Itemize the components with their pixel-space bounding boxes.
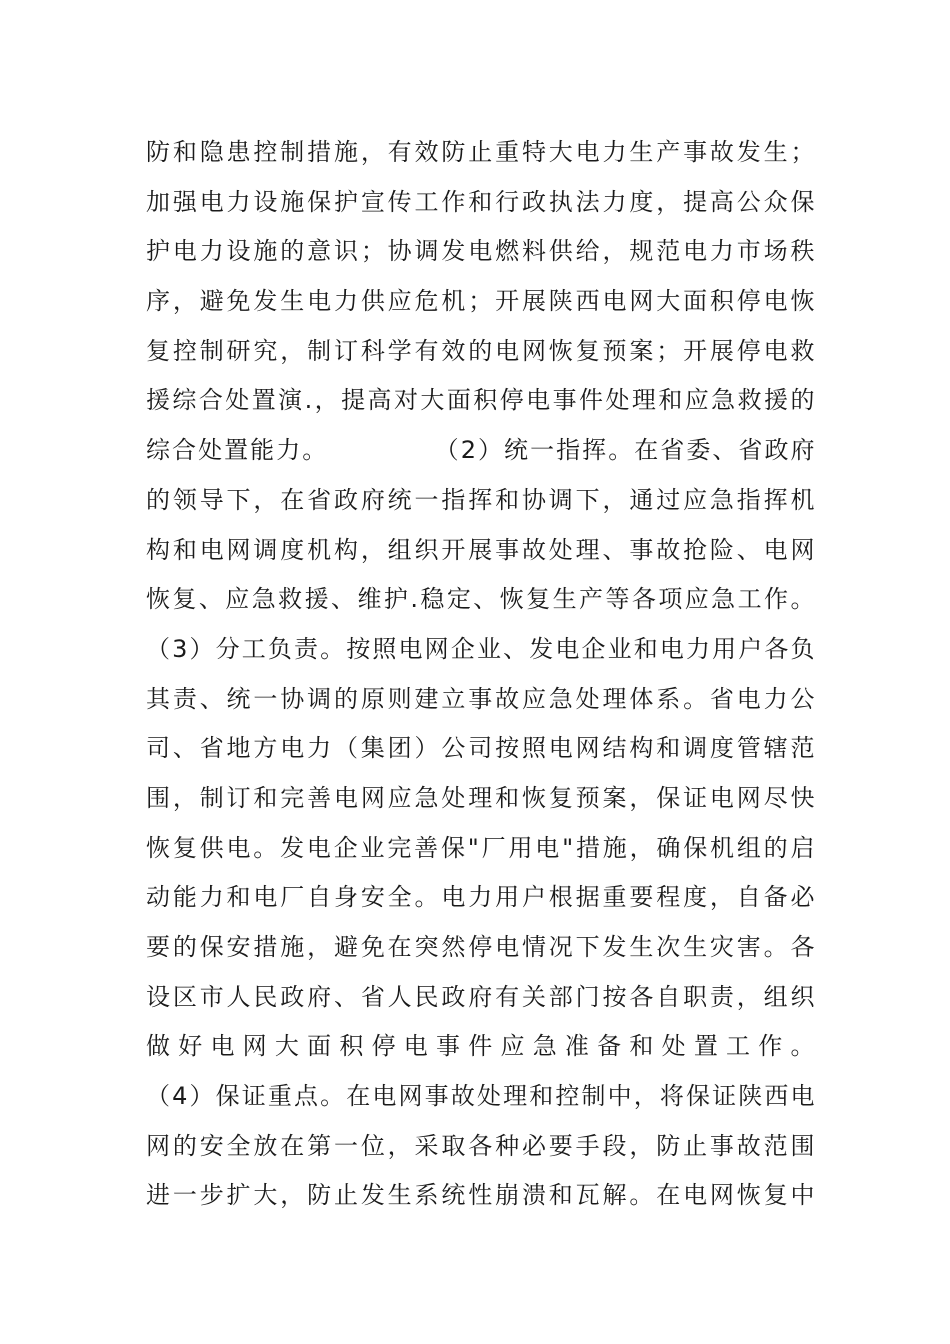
text-line: 动能力和电厂自身安全。电力用户根据重要程度，自备必 — [146, 883, 816, 912]
text-line: 进一步扩大，防止发生系统性崩溃和瓦解。在电网恢复中 — [146, 1181, 816, 1210]
text-line: 复控制研究，制订科学有效的电网恢复预案；开展停电救 — [146, 336, 816, 365]
text-line: 设区市人民政府、省人民政府有关部门按各自职责，组织 — [146, 982, 816, 1011]
text-line: 防和隐患控制措施，有效防止重特大电力生产事故发生； — [146, 138, 816, 166]
text-line: 序，避免发生电力供应危机；开展陕西电网大面积停电恢 — [146, 287, 816, 316]
text-line: 其责、统一协调的原则建立事故应急处理体系。省电力公 — [146, 684, 816, 713]
text-line: 综合处置能力。 （2）统一指挥。在省委、省政府 — [146, 436, 816, 465]
text-line: 护电力设施的意识；协调发电燃料供给，规范电力市场秩 — [146, 237, 816, 266]
text-line: 的领导下，在省政府统一指挥和协调下，通过应急指挥机 — [146, 485, 816, 514]
body-text — [146, 134, 816, 1227]
text-line: 加强电力设施保护宣传工作和行政执法力度，提高公众保 — [146, 187, 816, 216]
text-line: 要的保安措施，避免在突然停电情况下发生次生灾害。各 — [146, 933, 816, 961]
text-line: 恢复、应急救援、维护.稳定、恢复生产等各项应急工作。 — [146, 585, 816, 614]
text-line: 做好电网大面积停电事件应急准备和处置工作。 — [146, 1032, 816, 1061]
text-line: （3）分工负责。按照电网企业、发电企业和电力用户各负 — [146, 634, 816, 663]
text-line: 司、省地方电力（集团）公司按照电网结构和调度管辖范 — [146, 734, 816, 763]
text-line: 援综合处置演.，提高对大面积停电事件处理和应急救援的 — [146, 386, 816, 415]
text-line: 围，制订和完善电网应急处理和恢复预案，保证电网尽快 — [146, 783, 816, 812]
text-line: 构和电网调度机构，组织开展事故处理、事故抢险、电网 — [146, 535, 816, 564]
text-line: （4）保证重点。在电网事故处理和控制中，将保证陕西电 — [146, 1082, 816, 1111]
text-line: 恢复供电。发电企业完善保"厂用电"措施，确保机组的启 — [146, 833, 816, 862]
text-line: 网的安全放在第一位，采取各种必要手段，防止事故范围 — [146, 1131, 816, 1160]
